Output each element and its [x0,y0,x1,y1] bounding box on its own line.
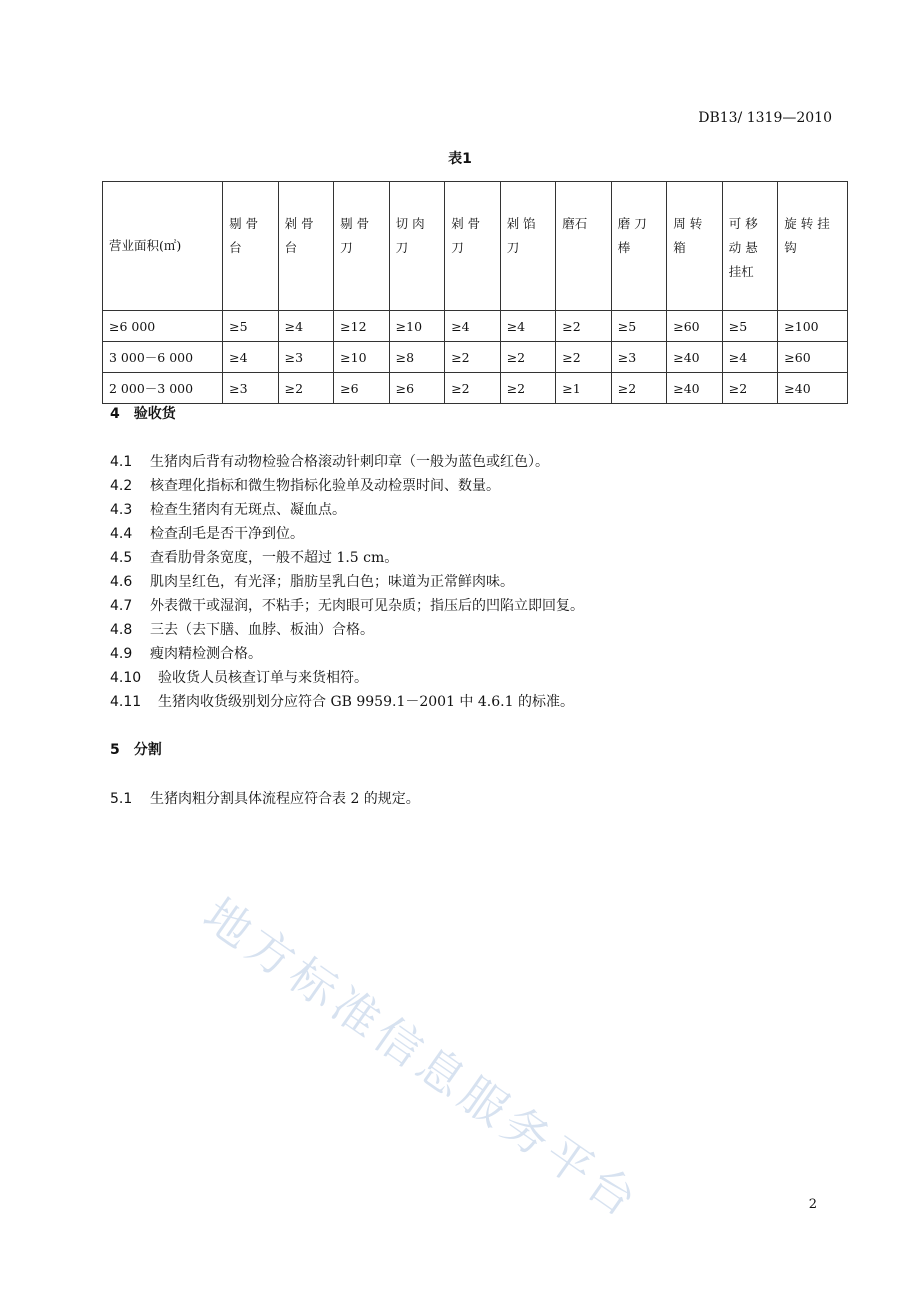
table-cell: ≥5 [223,311,279,342]
clause-item [110,788,420,808]
table-cell: ≥8 [389,342,445,373]
clause-text: 瘦肉精检测合格。 [150,646,262,662]
clause-text: 生猪肉粗分割具体流程应符合表 2 的规定。 [150,791,420,807]
table-cell: ≥2 [445,373,501,404]
table-cell: ≥100 [778,311,848,342]
table-cell: ≥1 [556,373,612,404]
table-cell: ≥2 [278,373,334,404]
table-cell: ≥6 [389,373,445,404]
table-cell: ≥40 [778,373,848,404]
table-cell: ≥60 [667,311,723,342]
table-cell: ≥3 [611,342,667,373]
clause-number: 4.8 [110,622,133,638]
clause-text: 检查生猪肉有无斑点、凝血点。 [150,502,346,518]
clause-text: 三去（去下膳、血脖、板油）合格。 [150,622,374,638]
table-cell: ≥2 [722,373,778,404]
table-cell: 2 000－3 000 [103,373,223,404]
table-cell: ≥40 [667,342,723,373]
clause-item [110,571,514,591]
header-cell: 旋 转 挂 钩 [778,182,848,311]
table-cell: ≥10 [389,311,445,342]
clause-number: 4.10 [110,670,142,686]
page-number: 2 [808,1197,817,1212]
table-row [103,311,848,342]
clause-number: 4.7 [110,598,133,614]
header-cell: 剁 馅 刀 [500,182,556,311]
clause-item [110,475,500,495]
header-cell: 磨石 [556,182,612,311]
section-4-heading: 4 验收货 [110,406,176,422]
watermark: 地方标准信息服务平台 [193,887,651,1230]
table-cell: ≥6 000 [103,311,223,342]
equipment-table [102,181,848,404]
clause-text: 核查理化指标和微生物指标化验单及动检票时间、数量。 [150,478,500,494]
clause-text: 肌肉呈红色，有光泽；脂肪呈乳白色；味道为正常鲜肉味。 [150,574,514,590]
table-cell: ≥10 [334,342,390,373]
table-cell: ≥2 [500,373,556,404]
table-cell: ≥60 [778,342,848,373]
clause-item [110,523,304,543]
table-header-row [103,182,848,311]
clause-item [110,691,574,711]
clause-item [110,499,346,519]
clause-text: 验收货人员核查订单与来货相符。 [158,670,368,686]
table-cell: ≥12 [334,311,390,342]
table-cell: 3 000－6 000 [103,342,223,373]
clause-number: 4.5 [110,550,133,566]
section-5-heading: 5 分割 [110,742,162,758]
clause-item [110,547,398,567]
clause-number: 5.1 [110,791,133,807]
header-cell: 剔 骨 台 [223,182,279,311]
table-cell: ≥4 [722,342,778,373]
header-cell: 切 肉 刀 [389,182,445,311]
table-cell: ≥5 [611,311,667,342]
table-cell: ≥3 [278,342,334,373]
clause-text: 查看肋骨条宽度，一般不超过 1.5 cm。 [150,550,399,566]
clause-item [110,619,374,639]
clause-text: 外表微干或湿润，不粘手；无肉眼可见杂质；指压后的凹陷立即回复。 [150,598,584,614]
table-row [103,373,848,404]
table-cell: ≥4 [445,311,501,342]
header-cell: 剁 骨 台 [278,182,334,311]
table-cell: ≥2 [445,342,501,373]
table-row [103,342,848,373]
clause-number: 4.3 [110,502,133,518]
clause-number: 4.9 [110,646,133,662]
table-cell: ≥2 [556,311,612,342]
table-cell: ≥4 [500,311,556,342]
document-code: DB13/ 1319—2010 [698,110,832,126]
clause-number: 4.4 [110,526,133,542]
table-caption: 表1 [448,151,472,167]
header-cell: 可 移 动 悬 挂杠 [722,182,778,311]
clause-number: 4.2 [110,478,133,494]
table-cell: ≥3 [223,373,279,404]
clause-number: 4.1 [110,454,133,470]
clause-item [110,595,584,615]
header-cell: 磨 刀 棒 [611,182,667,311]
clause-text: 检查刮毛是否干净到位。 [150,526,304,542]
table-cell: ≥4 [278,311,334,342]
table-cell: ≥40 [667,373,723,404]
clause-number: 4.6 [110,574,133,590]
table-cell: ≥2 [611,373,667,404]
clause-text: 生猪肉后背有动物检验合格滚动针刺印章（一般为蓝色或红色）。 [150,454,549,470]
table-cell: ≥2 [556,342,612,373]
clause-text: 生猪肉收货级别划分应符合 GB 9959.1－2001 中 4.6.1 的标准。 [158,694,574,710]
clause-item [110,643,262,663]
table-cell: ≥4 [223,342,279,373]
table-cell: ≥5 [722,311,778,342]
header-cell: 剁 骨 刀 [445,182,501,311]
header-cell: 营业面积(㎡) [103,182,223,311]
table-cell: ≥2 [500,342,556,373]
header-cell: 周 转 箱 [667,182,723,311]
clause-item [110,667,368,687]
header-cell: 剔 骨 刀 [334,182,390,311]
table-cell: ≥6 [334,373,390,404]
clause-item [110,451,549,471]
clause-number: 4.11 [110,694,142,710]
